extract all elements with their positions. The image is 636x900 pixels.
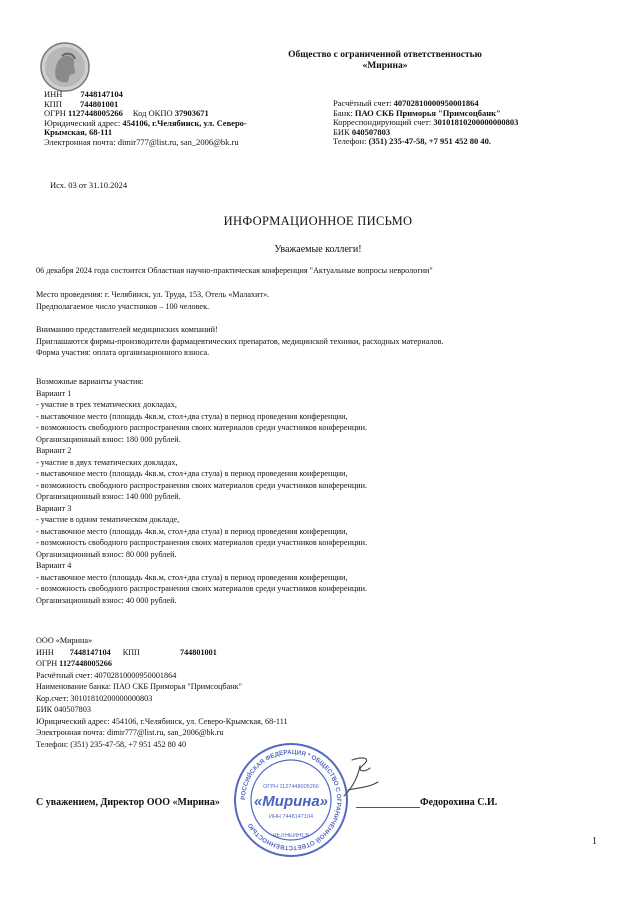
company-name-line2: «Мирина»: [362, 61, 408, 71]
attention-line: Вниманию представителей медицинских компаний!: [36, 325, 218, 334]
stamp-ring-text: РОССИЙСКАЯ ФЕДЕРАЦИЯ * ОБЩЕСТВО С ОГРАНИЧЕННОЙ ОТВЕТСТВЕННОСТЬЮ: [239, 748, 343, 852]
inn-label: ИНН: [44, 89, 63, 99]
page-number: 1: [592, 836, 597, 847]
account-label: Расчётный счет:: [333, 98, 392, 108]
option-1-line: - возможность свободного распространения своих материалов среди участников конференции.: [36, 423, 368, 432]
bank-label: Банк:: [333, 107, 353, 118]
bik-value: 040507803: [351, 126, 391, 137]
stamp-ogrn: ОГРН 1127448005266: [263, 784, 319, 790]
option-3-line: - выставочное место (площадь 4кв.м, стол+два стула) в период проведения конференции,: [36, 526, 348, 536]
stamp-inn: ИНН 7448147104: [268, 814, 314, 820]
footer-kpp-label: КПП: [122, 647, 140, 657]
ogrn-value: 1127448005266: [68, 108, 123, 118]
option-4-name: Вариант 4: [36, 561, 72, 570]
footer-org: ООО «Мирина»: [36, 636, 93, 645]
bank-value: ПАО СКБ Приморья "Примсоцбанк": [354, 107, 501, 118]
option-3-line: - возможность свободного распространения своих материалов среди участников конференции.: [36, 538, 368, 547]
handwritten-signature: [332, 752, 392, 802]
options-block: [36, 376, 367, 606]
options-header: Возможные варианты участия:: [36, 377, 144, 386]
footer-line: Наименование банка: ПАО СКБ Приморья "Примсоцбанк": [36, 682, 242, 691]
company-name: [215, 50, 555, 72]
option-3-fee: Организационный взнос: 80 000 рублей.: [36, 549, 177, 559]
greeting: Уважаемые коллеги!: [274, 244, 362, 255]
kpp-label: КПП: [44, 98, 62, 109]
footer-kpp-value: 744801001: [179, 647, 217, 657]
participation-form-line: Форма участия: оплата организационного взноса.: [36, 348, 210, 357]
option-3-line: - участие в одном тематическом докладе,: [36, 515, 180, 524]
footer-line: Расчётный счет: 40702810000950001864: [36, 670, 177, 680]
invitation-line: Приглашаются фирмы-производители фармацевтических препаратов, медицинской техники, расходных материалов.: [36, 336, 444, 346]
inn-value: 7448147104: [80, 89, 123, 99]
footer-ogrn-label: ОГРН: [36, 659, 58, 668]
account-value: 40702810000950001864: [393, 98, 479, 108]
option-2-line: - возможность свободного распространения своих материалов среди участников конференции.: [36, 480, 368, 490]
footer-line: Кор.счет: 30101810200000000803: [36, 693, 153, 703]
footer-requisites: [36, 635, 288, 750]
legal-address-value: 454106, г.Челябинск, ул. Северо-: [122, 117, 247, 128]
intro-paragraph: 06 декабря 2024 года состоится Областная научно-практическая конференция "Актуальные вопросы неврологии": [36, 266, 433, 275]
email-label: Электронная почта:: [44, 136, 116, 147]
option-2-fee: Организационный взнос: 140 000 рублей.: [36, 492, 181, 501]
footer-line: БИК 040507803: [36, 705, 91, 714]
footer-line: Телефон: (351) 235-47-58, +7 951 452 80 40: [36, 739, 187, 749]
company-name-line1: Общество с ограниченной ответственностью: [288, 50, 482, 60]
footer-line: Юрицический адрес: 454106, г.Челябинск, ул. Северо-Крымская, 68-111: [36, 716, 288, 726]
right-requisites: [333, 99, 518, 147]
footer-inn-value: 7448147104: [69, 647, 111, 657]
option-1-name: Вариант 1: [36, 388, 72, 398]
option-2-name: Вариант 2: [36, 446, 72, 455]
corr-account-value: 30101810200000000803: [433, 117, 519, 127]
company-logo-coin: [40, 42, 90, 92]
ogrn-label: ОГРН: [44, 108, 66, 118]
okpo-label: Код ОКПО: [132, 108, 173, 118]
attention-block: [36, 324, 444, 359]
option-2-line: - выставочное место (площадь 4кв.м, стол+два стула) в период проведения конференции,: [36, 469, 348, 478]
signature-underline: [356, 807, 420, 808]
legal-address-value-cont: Крымская, 68-111: [44, 127, 113, 137]
venue-block: [36, 289, 269, 312]
okpo-value: 37903671: [174, 108, 209, 118]
footer-inn-label: ИНН: [36, 647, 54, 657]
option-3-name: Вариант 3: [36, 503, 72, 513]
bik-label: БИК: [333, 126, 350, 137]
footer-ogrn-value: 1127448005266: [59, 659, 112, 668]
option-4-fee: Организационный взнос: 40 000 рублей.: [36, 595, 177, 605]
letter-title: ИНФОРМАЦИОННОЕ ПИСЬМО: [223, 214, 413, 228]
option-4-line: - возможность свободного распространения своих материалов среди участников конференции.: [36, 584, 368, 593]
stamp-city: ЧЕЛЯБИНСК: [272, 833, 310, 839]
option-1-line: - выставочное место (площадь 4кв.м, стол+два стула) в период проведения конференции,: [36, 411, 348, 421]
venue-line: Место проведения: г. Челябинск, ул. Труда, 153, Отель «Малахит».: [36, 290, 270, 299]
left-requisites: [44, 90, 247, 147]
participants-line: Предполагаемое число участников – 100 человек.: [36, 301, 210, 311]
footer-line: Электронная почта: dimir777@list.ru, san_2006@bk.ru: [36, 728, 224, 737]
option-2-line: - участие в двух тематических докладах,: [36, 457, 178, 467]
signature-closing: С уважением, Директор ООО «Мирина»: [36, 797, 220, 808]
stamp-brand: «Мирина»: [253, 793, 329, 810]
phone-label: Телефон:: [333, 136, 367, 146]
option-4-line: - выставочное место (площадь 4кв.м, стол+два стула) в период проведения конференции,: [36, 572, 348, 582]
email-value: dimir777@list.ru, san_2006@bk.ru: [117, 136, 239, 147]
signatory-name: Федорохина С.И.: [420, 797, 498, 808]
phone-value: (351) 235-47-58, +7 951 452 80 40.: [368, 136, 491, 146]
option-1-fee: Организационный взнос: 180 000 рублей.: [36, 434, 181, 444]
corr-account-label: Корреспондирующий счет:: [333, 117, 432, 127]
option-1-line: - участие в трех тематических докладах,: [36, 400, 177, 409]
legal-address-label: Юридический адрес:: [44, 117, 121, 128]
kpp-value: 744801001: [79, 98, 119, 109]
outgoing-reference: Исх. 03 от 31.10.2024: [50, 180, 128, 190]
